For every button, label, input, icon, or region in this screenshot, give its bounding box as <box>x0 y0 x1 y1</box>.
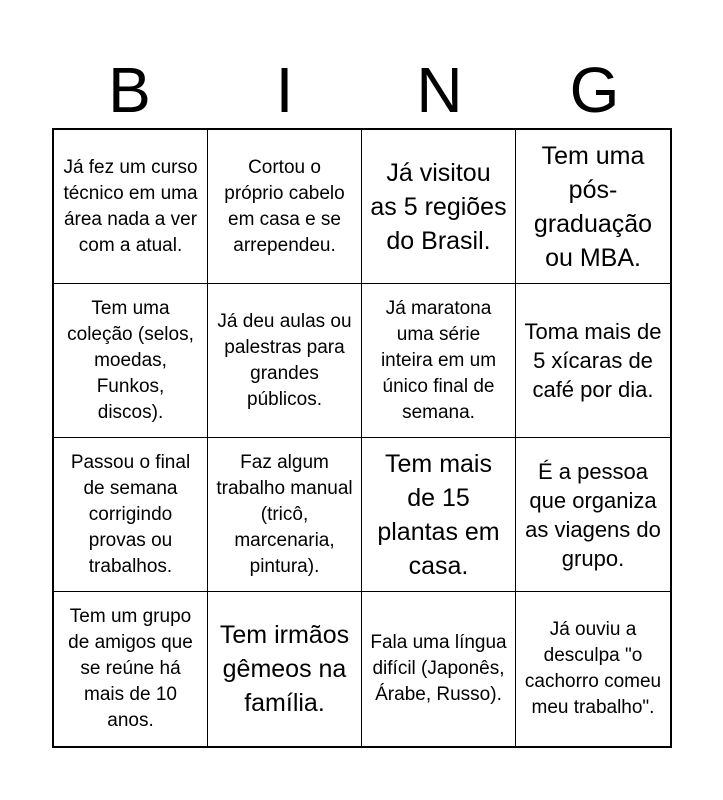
header-letter-b: B <box>108 54 151 126</box>
cell-text: Tem irmãos gêmeos na família. <box>219 621 350 717</box>
bingo-card <box>52 128 672 748</box>
bingo-cell[interactable] <box>516 130 670 284</box>
bingo-cell[interactable] <box>54 130 208 284</box>
cell-text: Passou o final de semana corrigindo provas ou trabalhos. <box>70 451 191 577</box>
bingo-header <box>52 52 672 128</box>
bingo-cell[interactable] <box>208 438 362 592</box>
bingo-cell[interactable] <box>516 438 670 592</box>
bingo-cell[interactable] <box>516 284 670 438</box>
bingo-cell[interactable] <box>208 130 362 284</box>
bingo-cell[interactable] <box>362 284 516 438</box>
cell-text: Já ouviu a desculpa "o cachorro comeu meu trabalho". <box>524 619 662 718</box>
cell-text: Tem um grupo de amigos que se reúne há mais de 10 anos. <box>68 606 193 731</box>
bingo-cell[interactable] <box>208 592 362 746</box>
cell-text: Já maratona uma série inteira em um único final de semana. <box>380 297 497 423</box>
cell-text: Faz algum trabalho manual (tricô, marcenaria, pintura). <box>216 451 353 577</box>
cell-text: Tem uma coleção (selos, moedas, Funkos, discos). <box>67 297 194 423</box>
cell-text: Já visitou as 5 regiões do Brasil. <box>370 158 507 255</box>
cell-text: Já deu aulas ou palestras para grandes públicos. <box>217 310 352 410</box>
bingo-cell[interactable] <box>54 592 208 746</box>
bingo-cell[interactable] <box>54 438 208 592</box>
bingo-cell[interactable] <box>362 130 516 284</box>
bingo-cell[interactable] <box>54 284 208 438</box>
cell-text: É a pessoa que organiza as viagens do grupo. <box>525 458 661 571</box>
bingo-cell[interactable] <box>362 438 516 592</box>
cell-text: Tem uma pós-graduação ou MBA. <box>533 141 653 272</box>
bingo-cell[interactable] <box>362 592 516 746</box>
cell-text: Toma mais de 5 xícaras de café por dia. <box>524 319 662 402</box>
cell-text: Já fez um curso técnico em uma área nada a ver com a atual. <box>63 156 198 256</box>
bingo-cell[interactable] <box>516 592 670 746</box>
header-letter-g: G <box>569 54 620 126</box>
header-letter-n: N <box>416 54 463 126</box>
bingo-cell[interactable] <box>208 284 362 438</box>
cell-text: Fala uma língua difícil (Japonês, Árabe, Russo). <box>370 632 507 705</box>
header-letter-i: I <box>275 54 294 126</box>
cell-text: Tem mais de 15 plantas em casa. <box>377 449 500 580</box>
cell-text: Cortou o próprio cabelo em casa e se arrependeu. <box>224 156 345 256</box>
